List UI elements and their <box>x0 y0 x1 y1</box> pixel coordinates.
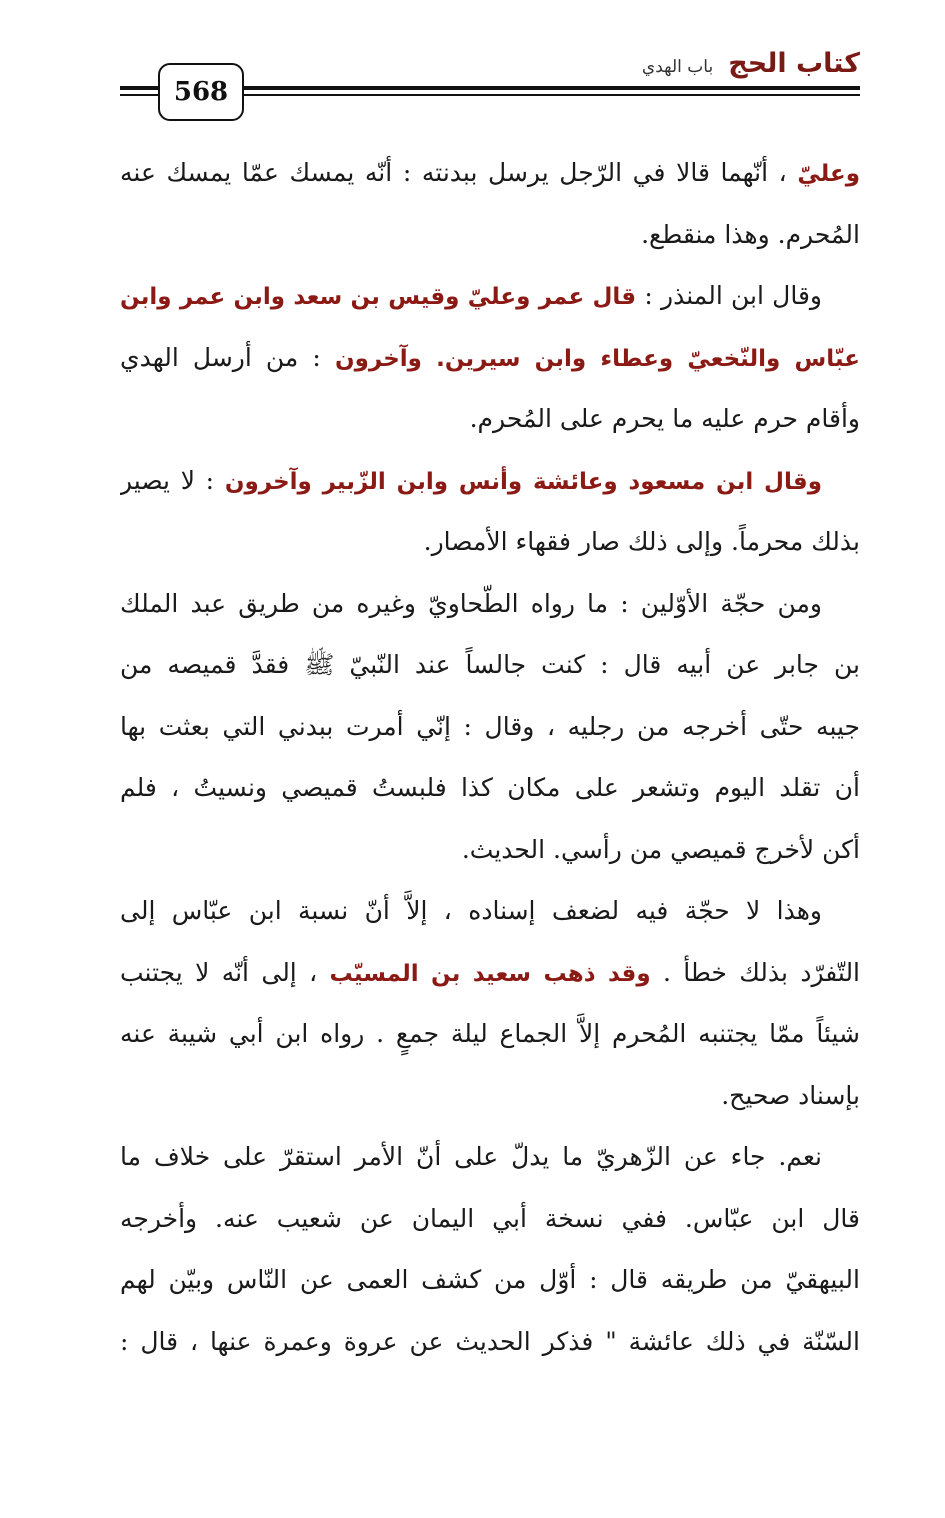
text-segment: البيهقيّ من طريقه قال : أوّل من كشف العمى عن النّاس وبيّن لهم <box>120 1265 860 1294</box>
highlighted-names: وعليّ <box>797 161 860 187</box>
text-line <box>120 511 860 573</box>
text-line <box>120 265 860 327</box>
text-segment: بذلك محرماً. وإلى ذلك صار فقهاء الأمصار. <box>423 527 860 556</box>
text-line <box>120 1065 860 1127</box>
text-segment: شيئاً ممّا يجتنبه المُحرم إلاَّ الجماع ليلة جمعٍ . رواه ابن أبي شيبة عنه <box>120 1019 860 1048</box>
book-title: كتاب الحج <box>728 48 860 79</box>
text-line <box>120 327 860 389</box>
chapter-title: باب الهدي <box>641 57 714 77</box>
text-line <box>120 1311 860 1373</box>
text-segment: بن جابر عن أبيه قال : كنت جالساً عند النّبيّ ﷺ فقدَّ قميصه من <box>120 650 860 679</box>
text-line <box>120 819 860 881</box>
text-line <box>120 1249 860 1311</box>
text-segment: أكن لأخرج قميصي من رأسي. الحديث. <box>461 834 860 864</box>
text-segment: : من أرسل الهدي <box>120 342 335 372</box>
highlighted-names: قال عمر وعليّ وقيس بن سعد وابن عمر وابن <box>120 284 637 310</box>
text-segment: : لا يصير <box>120 465 225 495</box>
text-line <box>120 942 860 1004</box>
highlighted-names: عبّاس والنّخعيّ وعطاء وابن سيرين. وآخرون <box>334 345 860 372</box>
highlighted-names: وقد ذهب سعيد بن المسيّب <box>329 960 651 987</box>
text-line <box>120 388 860 450</box>
highlighted-names: وقال ابن مسعود وعائشة وأنس وابن الزّبير وآخرون <box>224 468 822 495</box>
text-line <box>120 573 860 635</box>
text-segment: ومن حجّة الأوّلين : ما رواه الطّحاويّ وغيره من طريق عبد الملك <box>120 588 822 618</box>
text-line <box>120 1188 860 1250</box>
text-line <box>120 1126 860 1188</box>
text-segment: نعم. جاء عن الزّهريّ ما يدلّ على أنّ الأمر استقرّ على خلاف ما <box>120 1142 822 1171</box>
text-segment: قال ابن عبّاس. ففي نسخة أبي اليمان عن شعيب عنه. وأخرجه <box>120 1203 860 1233</box>
text-segment: السّنّة في ذلك عائشة " فذكر الحديث عن عروة وعمرة عنها ، قال : <box>120 1326 860 1356</box>
text-line <box>120 142 860 204</box>
text-segment: بإسناد صحيح. <box>721 1080 860 1110</box>
text-line <box>120 450 860 512</box>
text-segment: وأقام حرم عليه ما يحرم على المُحرم. <box>469 404 860 433</box>
text-segment: المُحرم. وهذا منقطع. <box>641 219 860 249</box>
running-title <box>642 48 860 79</box>
text-segment: أن تقلد اليوم وتشعر على مكان كذا فلبستُ قميصي ونسيتُ ، فلم <box>120 773 860 802</box>
text-line <box>120 1003 860 1065</box>
text-segment: ، إلى أنّه لا يجتنب <box>120 957 330 987</box>
text-line <box>120 757 860 819</box>
text-line <box>120 880 860 942</box>
text-segment: وهذا لا حجّة فيه لضعف إسناده ، إلاَّ أنّ نسبة ابن عبّاس إلى <box>120 896 822 925</box>
page-header <box>120 44 860 124</box>
text-segment: ، أنّهما قالا في الرّجل يرسل ببدنته : أنّه يمسك عمّا يمسك عنه <box>120 158 798 187</box>
text-line <box>120 634 860 696</box>
text-segment: وقال ابن المنذر : <box>636 281 822 310</box>
text-segment: جيبه حتّى أخرجه من رجليه ، وقال : إنّي أمرت ببدني التي بعثت بها <box>120 711 860 741</box>
text-segment: التّفرّد بذلك خطأ . <box>650 957 860 987</box>
page-body <box>120 142 860 1372</box>
page-number: 568 <box>158 63 244 121</box>
text-line <box>120 696 860 758</box>
text-line <box>120 204 860 266</box>
